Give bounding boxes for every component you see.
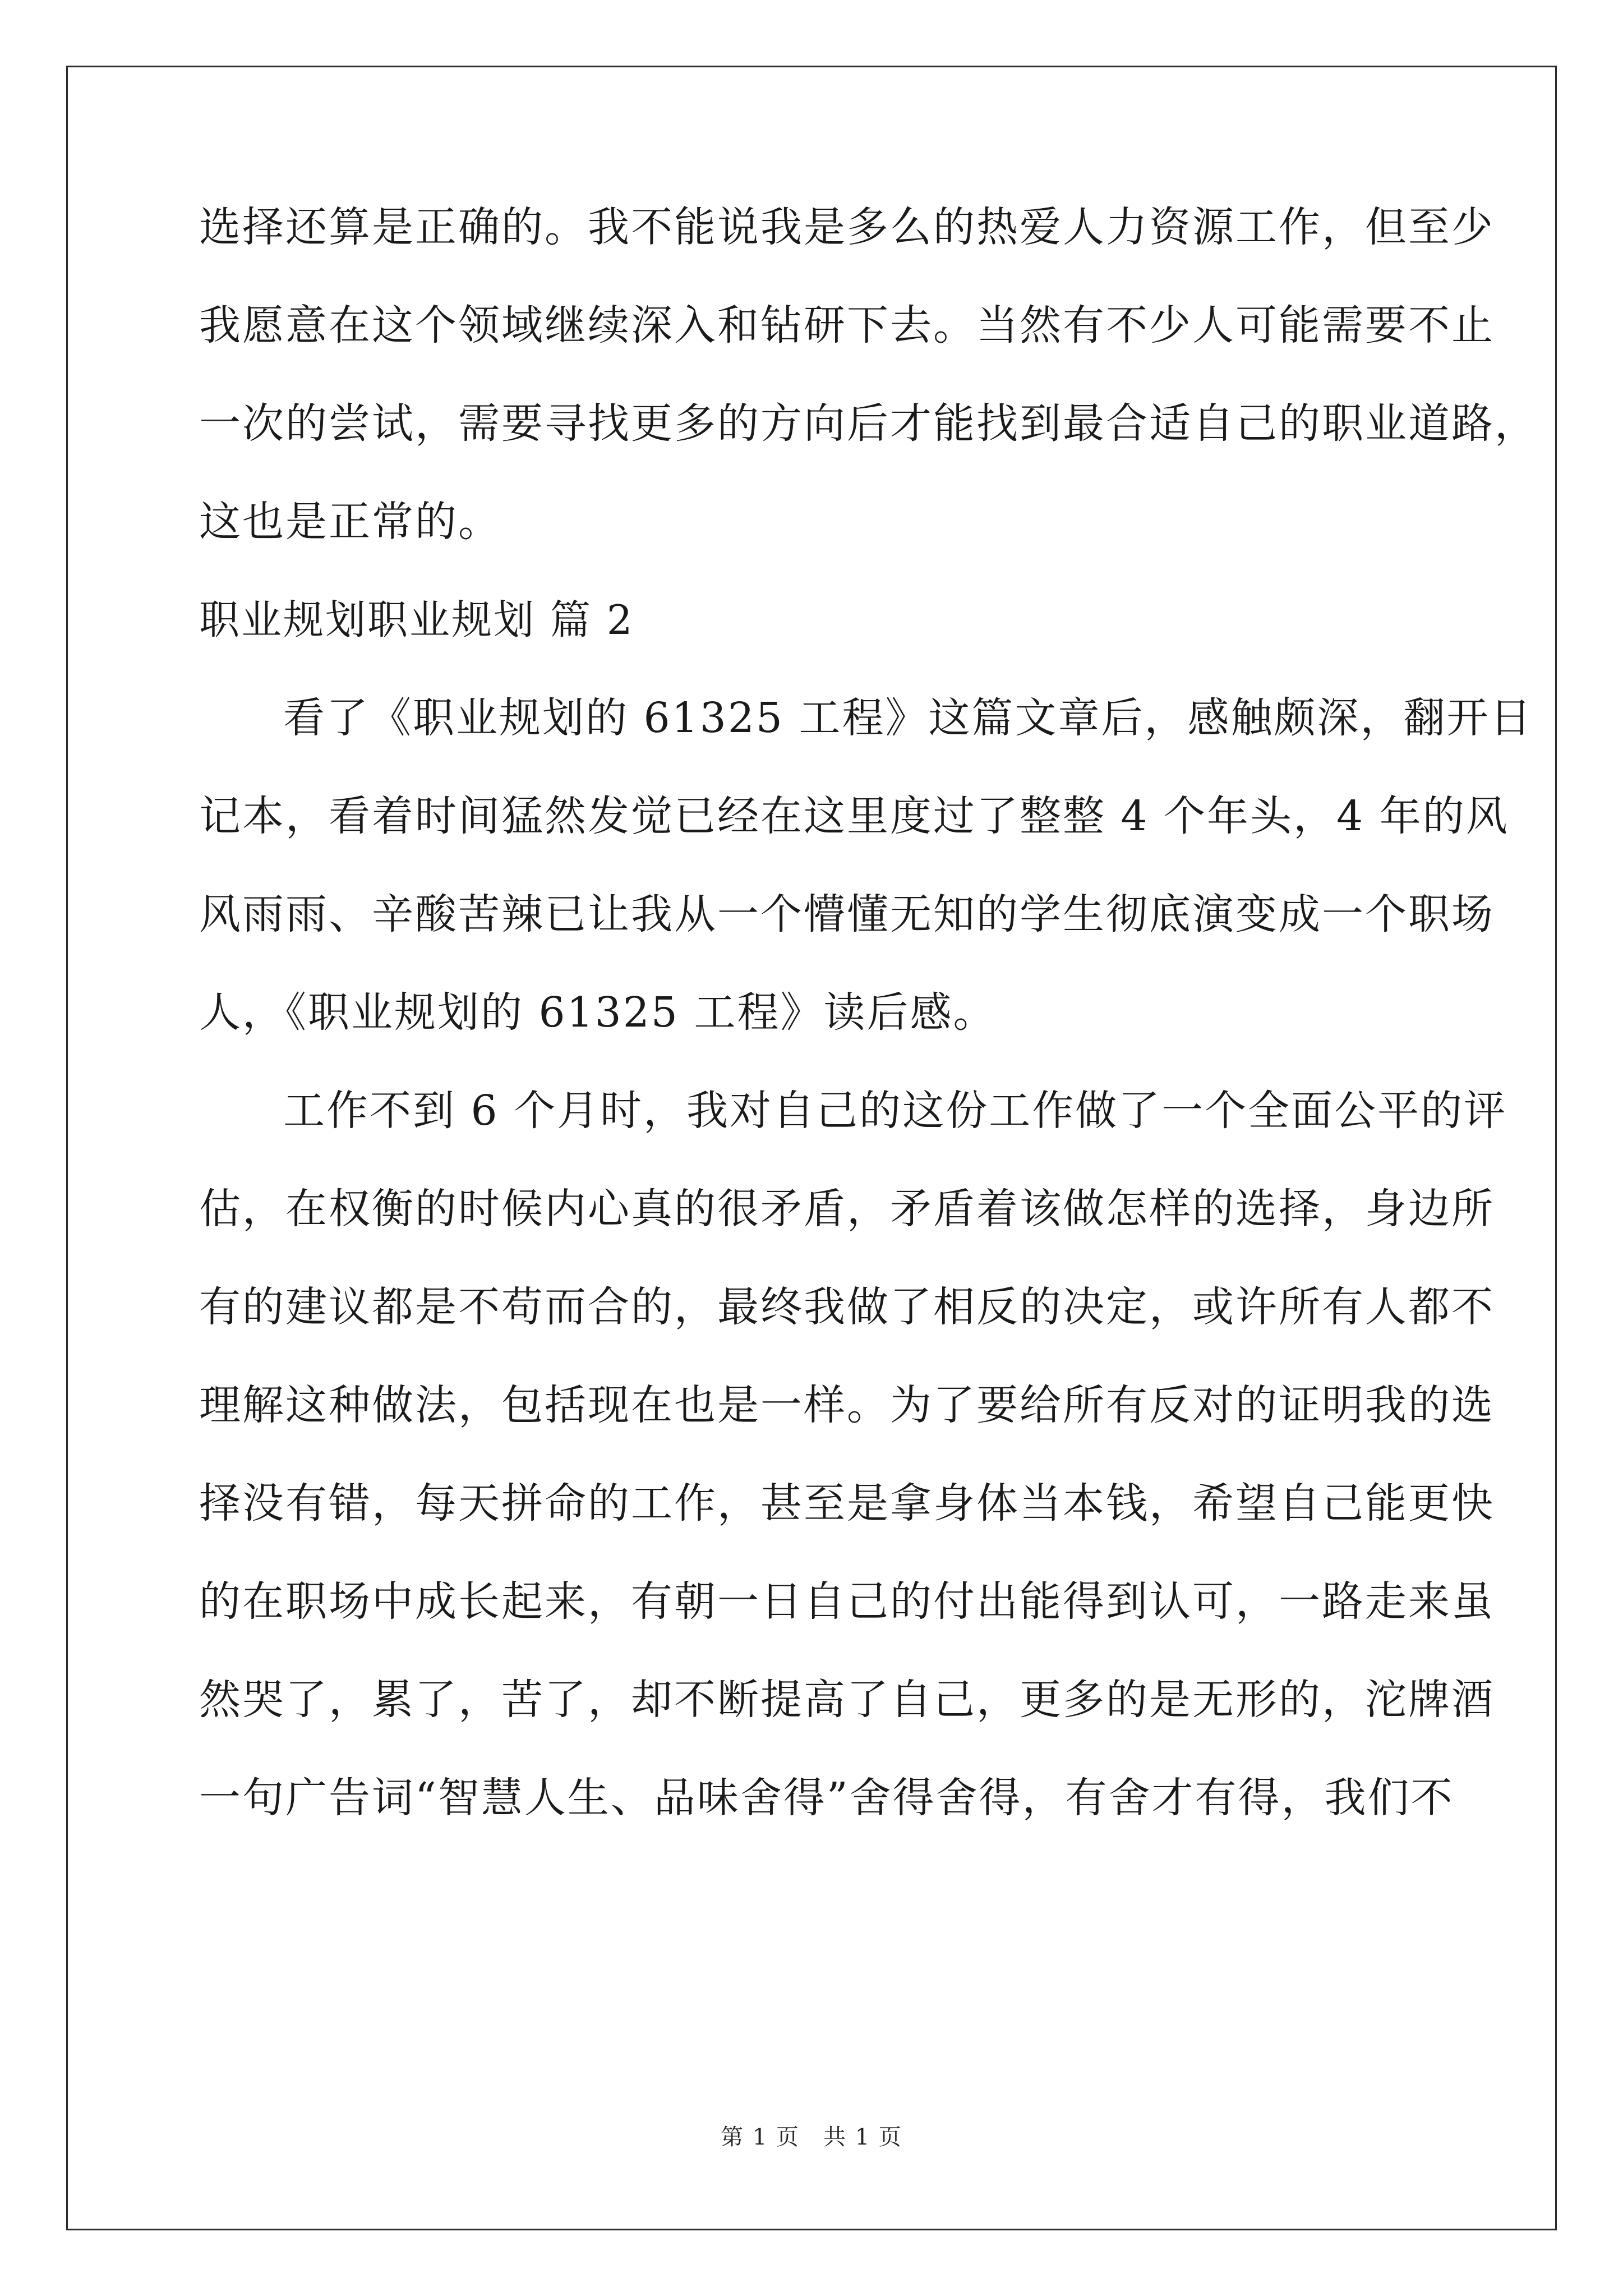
text-line: 一次的尝试，需要寻找更多的方向后才能找到最合适自己的职业道路， (199, 399, 1538, 448)
text-line: 看了《职业规划的 61325 工程》这篇文章后，感触颇深，翻开日 (283, 694, 1533, 742)
text-line: 风雨雨、辛酸苦辣已让我从一个懵懂无知的学生彻底演变成一个职场 (199, 890, 1495, 938)
text-line: 记本，看着时间猛然发觉已经在这里度过了整整 4 个年头，4 年的风 (199, 792, 1509, 840)
page-border (66, 66, 1557, 2230)
text-line: 一句广告词“智慧人生、品味舍得”舍得舍得，有舍才有得，我们不 (199, 1774, 1454, 1822)
text-line: 的在职场中成长起来，有朝一日自己的付出能得到认可，一路走来虽 (199, 1577, 1495, 1626)
text-line: 我愿意在这个领域继续深入和钻研下去。当然有不少人可能需要不止 (199, 301, 1495, 349)
text-line: 这也是正常的。 (199, 498, 501, 546)
text-line: 选择还算是正确的。我不能说我是多么的热爱人力资源工作，但至少 (199, 203, 1495, 251)
text-line: 择没有错，每天拼命的工作，甚至是拿身体当本钱，希望自己能更快 (199, 1479, 1495, 1527)
text-line: 工作不到 6 个月时，我对自己的这份工作做了一个全面公平的评 (283, 1087, 1507, 1135)
text-line: 人，《职业规划的 61325 工程》读后感。 (199, 988, 997, 1037)
section-title: 职业规划职业规划 篇 2 (199, 596, 634, 643)
text-line: 然哭了，累了，苦了，却不断提高了自己，更多的是无形的，沱牌酒 (199, 1676, 1495, 1724)
text-line: 有的建议都是不苟而合的，最终我做了相反的决定，或许所有人都不 (199, 1283, 1495, 1331)
text-line: 估，在权衡的时候内心真的很矛盾，矛盾着该做怎样的选择，身边所 (199, 1185, 1495, 1233)
text-line: 理解这种做法，包括现在也是一样。为了要给所有反对的证明我的选 (199, 1381, 1495, 1429)
page-footer: 第 1 页 共 1 页 (721, 2124, 902, 2150)
